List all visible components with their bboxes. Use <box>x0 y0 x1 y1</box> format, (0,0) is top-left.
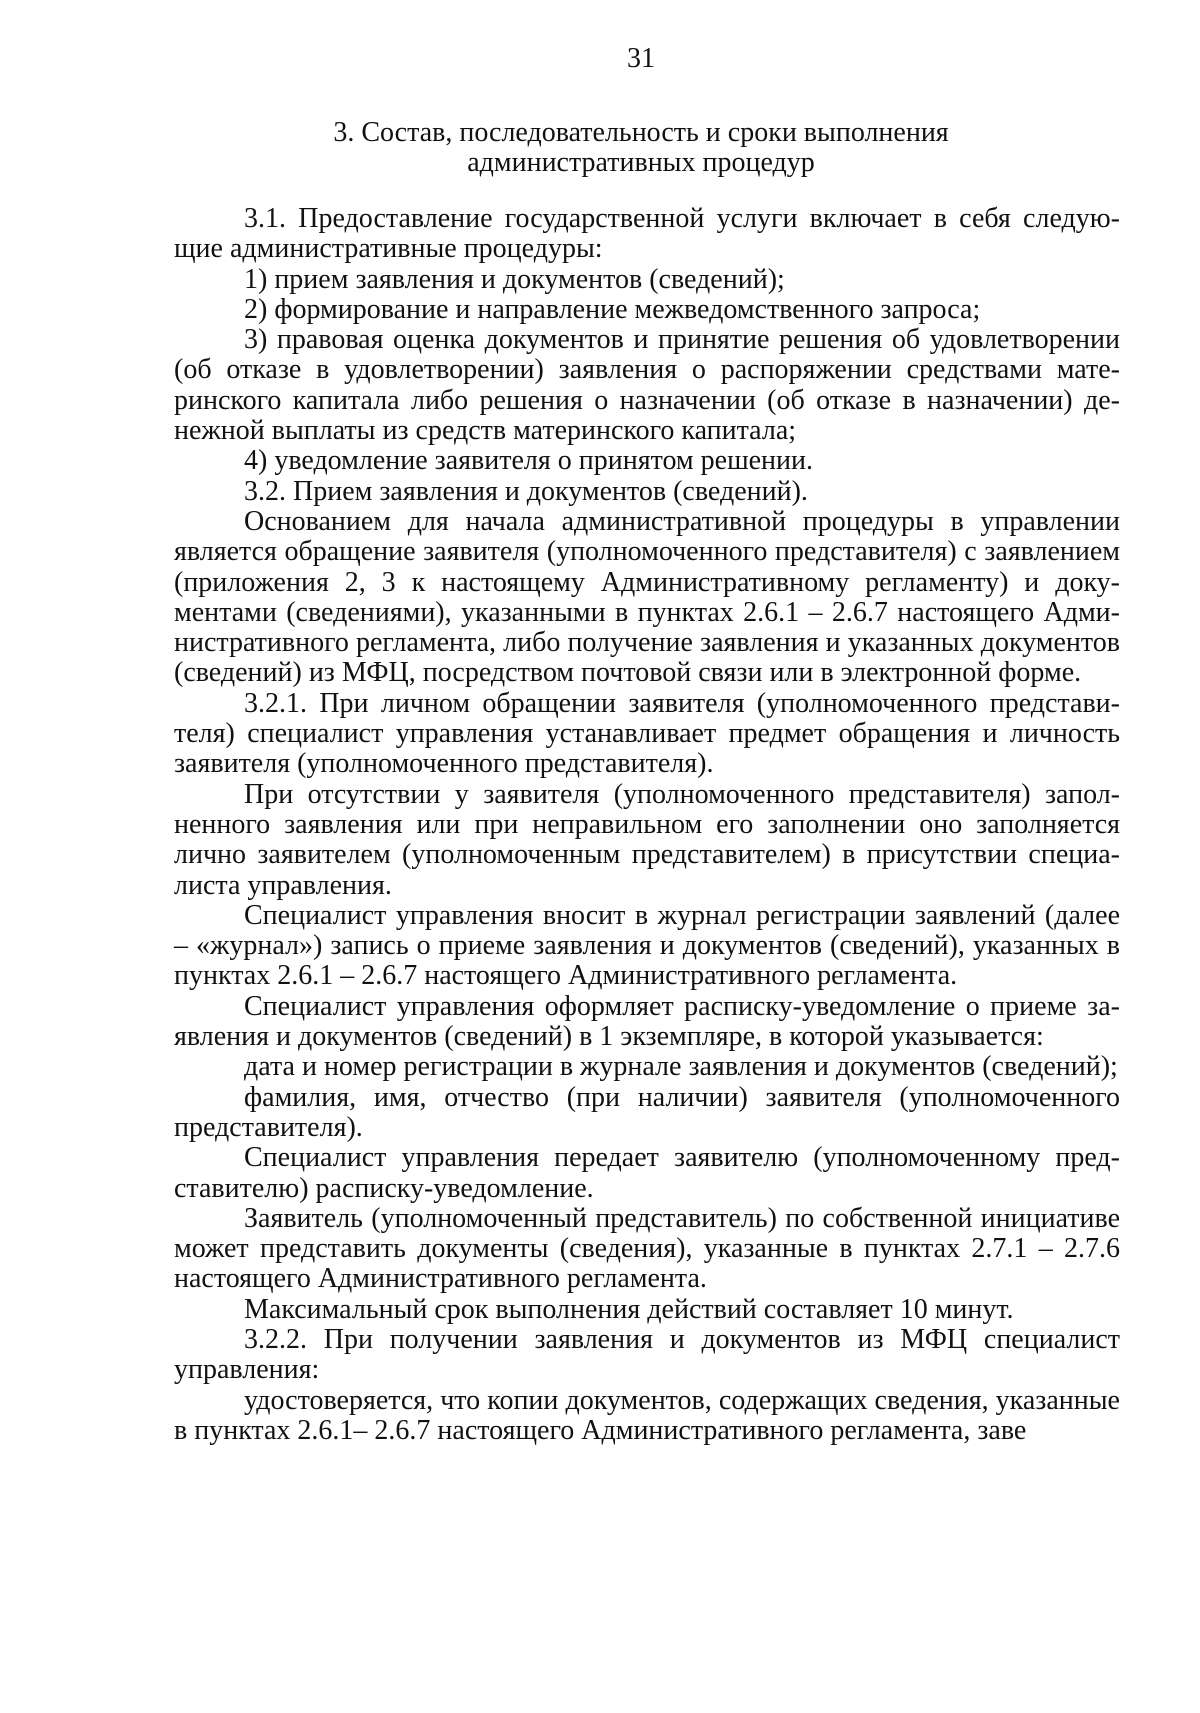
paragraph-3-1: 3.1. Предоставление государственной услуги включает в себя следующие административные процедуры: <box>174 203 1120 265</box>
list-item-3: 3) правовая оценка документов и принятие решения об удовлетворении (об отказе в удовлетворении) заявления о распоряжении средствами материнского капитала либо решения о назначении (об отказе в назначении) денежной выплаты из средств материнского капитала; <box>174 324 1120 447</box>
section-heading-line-2: административных процедур <box>467 147 815 178</box>
paragraph-max-time: Максимальный срок выполнения действий составляет 10 минут. <box>244 1293 1014 1325</box>
paragraph-applicant-initiative: Заявитель (уполномоченный представитель) по собственной инициативе может представить документы (сведения), указанные в пунктах 2.7.1 – 2.7.6 настоящего Административного регламента. <box>174 1202 1120 1295</box>
paragraph-transfer: Специалист управления передает заявителю (уполномоченному представителю) расписку-уведомление. <box>174 1142 1120 1204</box>
page-number: 31 <box>627 43 655 74</box>
document-body <box>174 204 1120 1446</box>
paragraph-3-2-2: 3.2.2. При получении заявления и документов из МФЦ специалист управления: <box>174 1323 1120 1386</box>
paragraph-date-number: дата и номер регистрации в журнале заявления и документов (сведений); <box>244 1051 1118 1083</box>
paragraph-fio: фамилия, имя, отчество (при наличии) заявителя (уполномоченного представителя). <box>174 1081 1120 1143</box>
list-item-1: 1) прием заявления и документов (сведений); <box>244 263 785 295</box>
section-heading-line-1: 3. Состав, последовательность и сроки выполнения <box>333 117 949 148</box>
paragraph-journal: Специалист управления вносит в журнал регистрации заявлений (далее – «журнал») запись о приеме заявления и документов (сведений), указанных в пунктах 2.6.1 – 2.6.7 настоящего Административного регламента. <box>174 899 1120 992</box>
list-item-2: 2) формирование и направление межведомственного запроса; <box>244 293 981 325</box>
section-heading <box>160 118 1122 178</box>
paragraph-3-2: 3.2. Прием заявления и документов (сведений). <box>244 475 808 507</box>
paragraph-3-2-1: 3.2.1. При личном обращении заявителя (уполномоченного представителя) специалист управления устанавливает предмет обращения и личность заявителя (уполномоченного представителя). <box>174 687 1120 780</box>
paragraph-absence: При отсутствии у заявителя (уполномоченного представителя) заполненного заявления или при неправильном его заполнении оно заполняется лично заявителем (уполномоченным представителем) в присутствии специалиста управления. <box>174 778 1120 901</box>
paragraph-certifies: удостоверяется, что копии документов, содержащих сведения, указанные в пунктах 2.6.1– 2.6.7 настоящего Административного регламента, заве <box>174 1384 1120 1446</box>
paragraph-receipt: Специалист управления оформляет расписку-уведомление о приеме заявления и документов (сведений) в 1 экземпляре, в которой указывается: <box>174 990 1120 1053</box>
paragraph-basis: Основанием для начала административной процедуры в управлении является обращение заявителя (уполномоченного представителя) с заявлением (приложения 2, 3 к настоящему Административному регламенту) и документами (сведениями), указанными в пунктах 2.6.1 – 2.6.7 настоящего Административного регламента, либо получение заявления и указанных документов (сведений) из МФЦ, посредством почтовой связи или в электронной форме. <box>174 505 1120 689</box>
list-item-4: 4) уведомление заявителя о принятом решении. <box>244 445 814 477</box>
